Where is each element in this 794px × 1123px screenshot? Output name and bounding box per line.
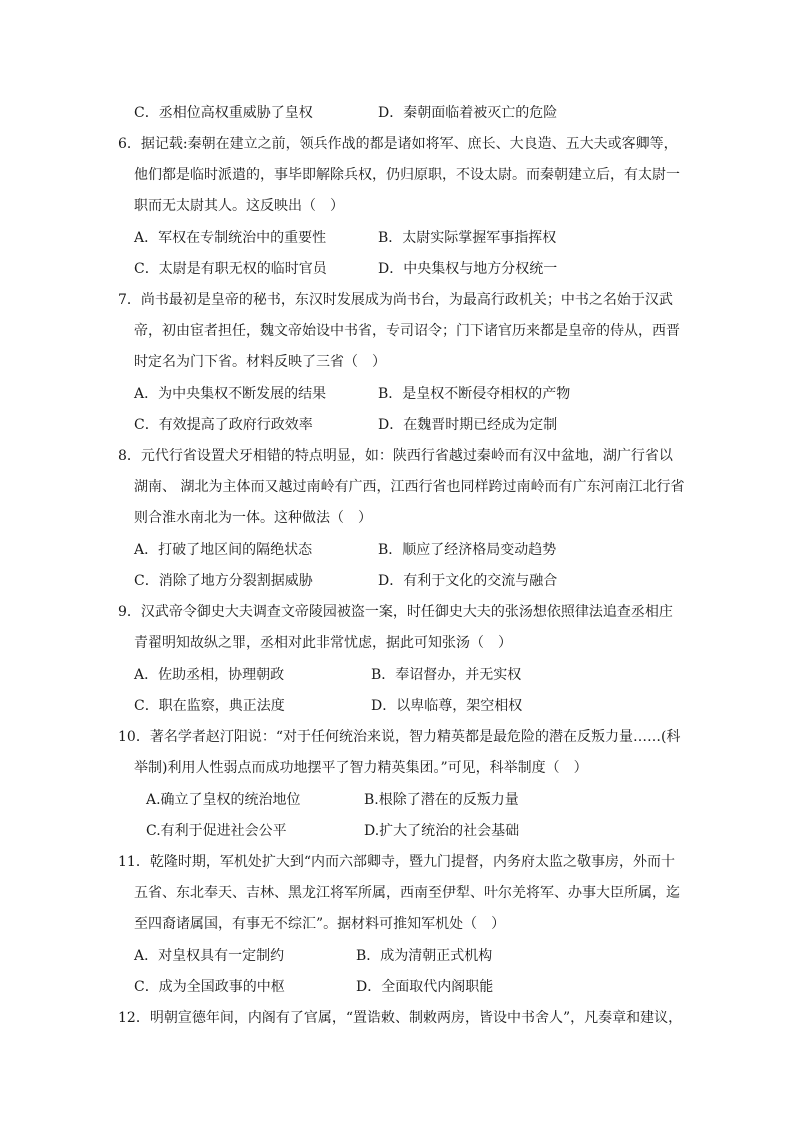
q10-option-a: A.确立了皇权的统治地位 xyxy=(146,792,301,808)
question-7-line-2: 帝，初由宦者担任，魏文帝始设中书省，专司诏令；门下诸官历来都是皇帝的侍从，西晋 xyxy=(134,323,680,339)
q7-option-d: D．在魏晋时期已经成为定制 xyxy=(378,417,558,433)
q7-option-c: C．有效提高了政府行政效率 xyxy=(134,417,313,433)
q8-option-d: D．有利于文化的交流与融合 xyxy=(378,573,558,589)
q6-option-d: D．中央集权与地方分权统一 xyxy=(378,261,558,277)
question-8-line-1: 8．元代行省设置犬牙相错的特点明显，如：陕西行省越过秦岭而有汉中盆地，湖广行省以 xyxy=(118,448,673,464)
q9-option-a: A．佐助丞相，协理朝政 xyxy=(134,667,285,683)
question-8-line-2: 湖南、 湖北为主体而又越过南岭有广西，江西行省也同样跨过南岭而有广东河南江北行省 xyxy=(134,479,685,495)
q9-option-d: D．以卑临尊，架空相权 xyxy=(371,698,523,714)
question-6-line-1: 6．据记载:秦朝在建立之前，领兵作战的都是诸如将军、庶长、大良造、五大夫或客卿等， xyxy=(118,136,678,152)
q11-option-b: B．成为清朝正式机构 xyxy=(356,948,493,964)
q11-option-a: A．对皇权具有一定制约 xyxy=(134,948,285,964)
question-10-line-2: 举制)利用人性弱点而成功地摆平了智力精英集团。”可见，科举制度（ ） xyxy=(134,760,588,776)
q11-option-c: C．成为全国政事的中枢 xyxy=(134,979,285,995)
q10-option-c: C.有利于促进社会公平 xyxy=(146,823,287,839)
option-c: C．丞相位高权重威胁了皇权 xyxy=(134,105,313,121)
q6-option-b: B．太尉实际掌握军事指挥权 xyxy=(378,230,557,246)
question-7-line-3: 时定名为门下省。材料反映了三省（ ） xyxy=(134,354,386,370)
q6-option-c: C．太尉是有职无权的临时官员 xyxy=(134,261,327,277)
question-12-line-1: 12．明朝宣德年间，内阁有了官属，“置诰敕、制敕两房，皆设中书舍人”，凡奏章和建议， xyxy=(118,1010,683,1026)
question-8-line-3: 则合淮水南北为一体。这种做法（ ） xyxy=(134,510,372,526)
question-9-line-1: 9．汉武帝令御史大夫调查文帝陵园被盗一案，时任御史大夫的张汤想依照律法追查丞相庄 xyxy=(118,604,673,620)
option-d: D．秦朝面临着被灭亡的危险 xyxy=(378,105,558,121)
q10-option-b: B.根除了潜在的反叛力量 xyxy=(364,792,519,808)
question-11-line-2: 五省、东北奉天、吉林、黑龙江将军所属，西南至伊犁、叶尔羌将军、办事大臣所属，迄 xyxy=(134,885,680,901)
question-9-line-2: 青翟明知故纵之罪，丞相对此非常忧虑，据此可知张汤（ ） xyxy=(134,635,512,651)
q7-option-b: B．是皇权不断侵夺相权的产物 xyxy=(378,386,571,402)
question-11-line-1: 11．乾隆时期，军机处扩大到“内而六部卿寺，暨九门提督，内务府太监之敬事房，外而十 xyxy=(118,854,675,870)
question-6-line-2: 他们都是临时派遣的，事毕即解除兵权，仍归原职，不设太尉。而秦朝建立后，有太尉一 xyxy=(134,167,680,183)
q8-option-a: A．打破了地区间的隔绝状态 xyxy=(134,542,313,558)
q7-option-a: A．为中央集权不断发展的结果 xyxy=(134,386,327,402)
q9-option-b: B．奉诏督办，并无实权 xyxy=(371,667,522,683)
q6-option-a: A．军权在专制统治中的重要性 xyxy=(134,230,327,246)
q8-option-c: C．消除了地方分裂割据威胁 xyxy=(134,573,313,589)
q8-option-b: B．顺应了经济格局变动趋势 xyxy=(378,542,557,558)
q10-option-d: D.扩大了统治的社会基础 xyxy=(364,823,520,839)
question-10-line-1: 10．著名学者赵汀阳说：“对于任何统治来说，智力精英都是最危险的潜在反叛力量……(科 xyxy=(118,729,681,745)
q9-option-c: C．职在监察，典正法度 xyxy=(134,698,285,714)
question-6-line-3: 职而无太尉其人。这反映出（ ） xyxy=(134,198,344,214)
question-11-line-3: 至四裔诸属国，有事无不综汇”。据材料可推知军机处（ ） xyxy=(134,916,506,932)
q11-option-d: D．全面取代内阁职能 xyxy=(356,979,494,995)
question-7-line-1: 7．尚书最初是皇帝的秘书，东汉时发展成为尚书台，为最高行政机关；中书之名始于汉武 xyxy=(118,292,673,308)
